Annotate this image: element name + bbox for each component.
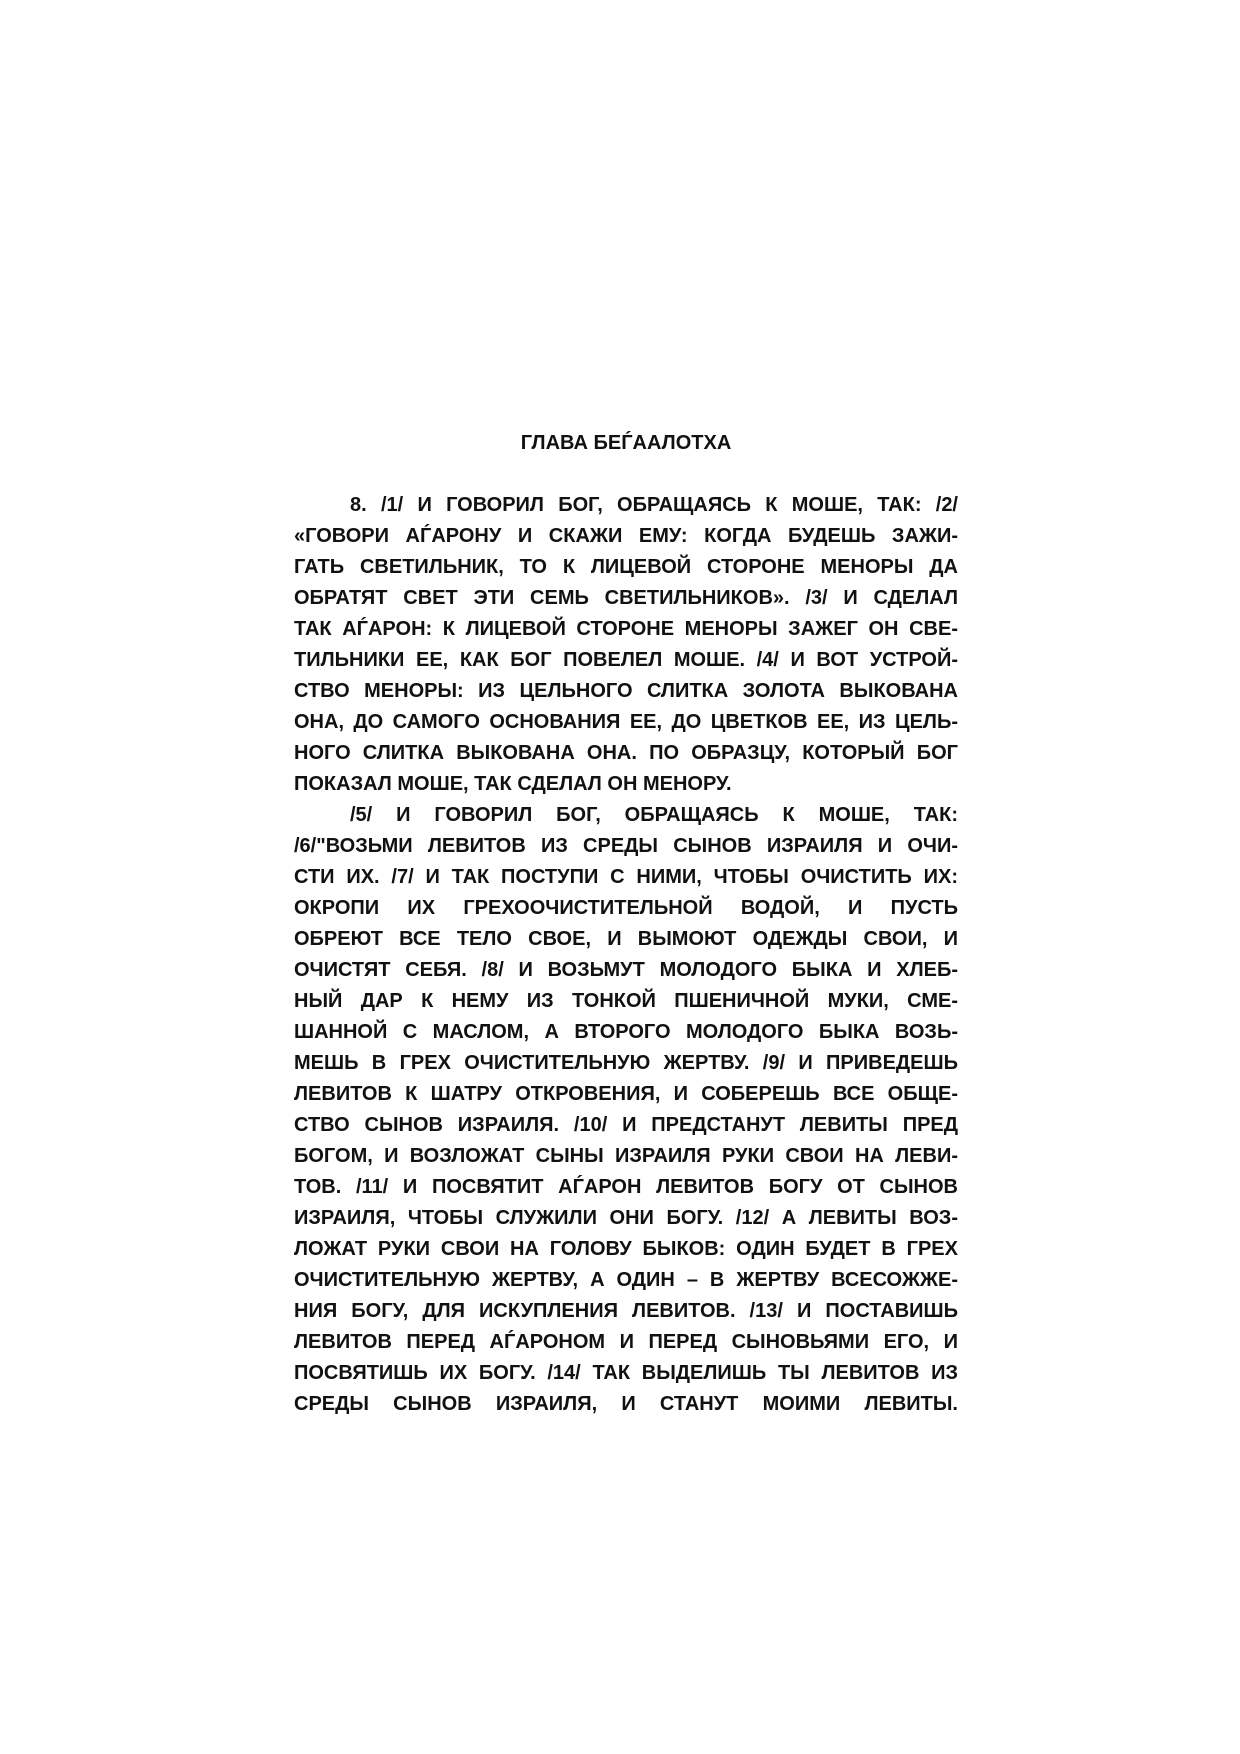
text-line: ШАННОЙ С МАСЛОМ, А ВТОРОГО МОЛОДОГО БЫКА ВОЗЬ- bbox=[294, 1021, 958, 1043]
text-line: НОГО СЛИТКА ВЫКОВАНА ОНА. ПО ОБРАЗЦУ, КОТОРЫЙ БОГ bbox=[294, 742, 958, 764]
text-line: ТОВ. /11/ И ПОСВЯТИТ АЃАРОН ЛЕВИТОВ БОГУ ОТ СЫНОВ bbox=[294, 1176, 958, 1198]
text-line: СТВО СЫНОВ ИЗРАИЛЯ. /10/ И ПРЕДСТАНУТ ЛЕВИТЫ ПРЕД bbox=[294, 1114, 958, 1136]
text-line: ОБРЕЮТ ВСЕ ТЕЛО СВОЕ, И ВЫМОЮТ ОДЕЖДЫ СВОИ, И bbox=[294, 928, 958, 950]
text-line: ТИЛЬНИКИ ЕЕ, КАК БОГ ПОВЕЛЕЛ МОШЕ. /4/ И ВОТ УСТРОЙ- bbox=[294, 649, 958, 671]
text-line: ОНА, ДО САМОГО ОСНОВАНИЯ ЕЕ, ДО ЦВЕТКОВ ЕЕ, ИЗ ЦЕЛЬ- bbox=[294, 711, 958, 733]
text-line: ОЧИСТИТЕЛЬНУЮ ЖЕРТВУ, А ОДИН – В ЖЕРТВУ ВСЕСОЖЖЕ- bbox=[294, 1269, 958, 1291]
text-line: НЫЙ ДАР К НЕМУ ИЗ ТОНКОЙ ПШЕНИЧНОЙ МУКИ, СМЕ- bbox=[294, 990, 958, 1012]
chapter-title: ГЛАВА БЕЃААЛОТХА bbox=[520, 432, 732, 454]
text-line: ЛЕВИТОВ К ШАТРУ ОТКРОВЕНИЯ, И СОБЕРЕШЬ ВСЕ ОБЩЕ- bbox=[294, 1083, 958, 1105]
text-line: НИЯ БОГУ, ДЛЯ ИСКУПЛЕНИЯ ЛЕВИТОВ. /13/ И ПОСТАВИШЬ bbox=[294, 1300, 958, 1322]
text-line: ОЧИСТЯТ СЕБЯ. /8/ И ВОЗЬМУТ МОЛОДОГО БЫКА И ХЛЕБ- bbox=[294, 959, 958, 981]
text-line: ИЗРАИЛЯ, ЧТОБЫ СЛУЖИЛИ ОНИ БОГУ. /12/ А ЛЕВИТЫ ВОЗ- bbox=[294, 1207, 958, 1229]
text-line: ОКРОПИ ИХ ГРЕХООЧИСТИТЕЛЬНОЙ ВОДОЙ, И ПУСТЬ bbox=[294, 897, 958, 919]
text-line: БОГОМ, И ВОЗЛОЖАТ СЫНЫ ИЗРАИЛЯ РУКИ СВОИ НА ЛЕВИ- bbox=[294, 1145, 958, 1167]
text-line: ЛОЖАТ РУКИ СВОИ НА ГОЛОВУ БЫКОВ: ОДИН БУДЕТ В ГРЕХ bbox=[294, 1238, 958, 1260]
body-text bbox=[294, 490, 958, 1420]
text-line: ПОКАЗАЛ МОШЕ, ТАК СДЕЛАЛ ОН МЕНОРУ. bbox=[294, 773, 732, 795]
text-line: ПОСВЯТИШЬ ИХ БОГУ. /14/ ТАК ВЫДЕЛИШЬ ТЫ ЛЕВИТОВ ИЗ bbox=[294, 1362, 958, 1384]
text-line: ЛЕВИТОВ ПЕРЕД АЃАРОНОМ И ПЕРЕД СЫНОВЬЯМИ ЕГО, И bbox=[294, 1331, 958, 1353]
text-line: МЕШЬ В ГРЕХ ОЧИСТИТЕЛЬНУЮ ЖЕРТВУ. /9/ И ПРИВЕДЕШЬ bbox=[294, 1052, 958, 1074]
text-line: СТВО МЕНОРЫ: ИЗ ЦЕЛЬНОГО СЛИТКА ЗОЛОТА ВЫКОВАНА bbox=[294, 680, 958, 702]
text-line: СТИ ИХ. /7/ И ТАК ПОСТУПИ С НИМИ, ЧТОБЫ ОЧИСТИТЬ ИХ: bbox=[294, 866, 958, 888]
text-line: ТАК АЃАРОН: К ЛИЦЕВОЙ СТОРОНЕ МЕНОРЫ ЗАЖЕГ ОН СВЕ- bbox=[294, 618, 958, 640]
text-line: ГАТЬ СВЕТИЛЬНИК, ТО К ЛИЦЕВОЙ СТОРОНЕ МЕНОРЫ ДА bbox=[294, 556, 958, 578]
paragraph-2 bbox=[294, 800, 958, 1420]
text-line: /6/"ВОЗЬМИ ЛЕВИТОВ ИЗ СРЕДЫ СЫНОВ ИЗРАИЛЯ И ОЧИ- bbox=[294, 835, 958, 857]
text-line: /5/ И ГОВОРИЛ БОГ, ОБРАЩАЯСЬ К МОШЕ, ТАК: bbox=[350, 804, 958, 826]
text-line: СРЕДЫ СЫНОВ ИЗРАИЛЯ, И СТАНУТ МОИМИ ЛЕВИТЫ. bbox=[294, 1393, 958, 1415]
text-line: ОБРАТЯТ СВЕТ ЭТИ СЕМЬ СВЕТИЛЬНИКОВ». /3/ И СДЕЛАЛ bbox=[294, 587, 958, 609]
text-line: 8. /1/ И ГОВОРИЛ БОГ, ОБРАЩАЯСЬ К МОШЕ, ТАК: /2/ bbox=[350, 494, 958, 516]
paragraph-1 bbox=[294, 490, 958, 800]
text-line: «ГОВОРИ АЃАРОНУ И СКАЖИ ЕМУ: КОГДА БУДЕШЬ ЗАЖИ- bbox=[294, 525, 958, 547]
